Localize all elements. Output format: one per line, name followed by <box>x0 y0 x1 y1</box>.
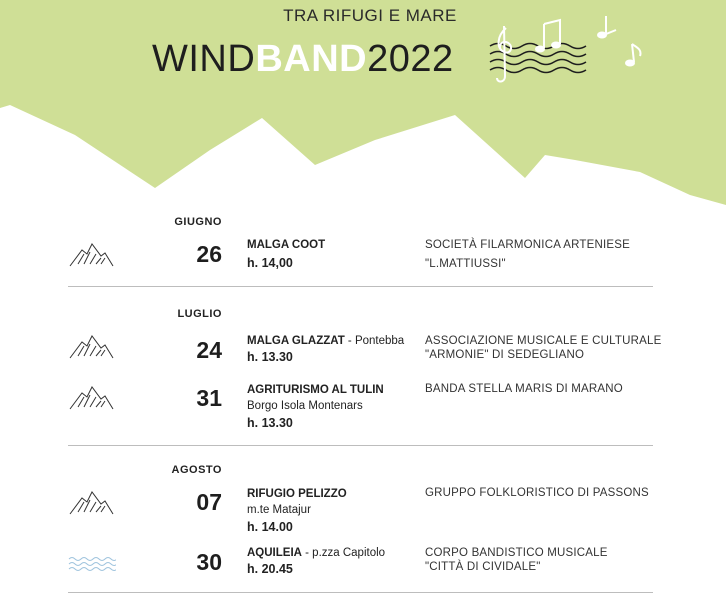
event-day: 07 <box>196 489 222 515</box>
venue-name: AGRITURISMO AL TULIN <box>247 384 384 396</box>
section-divider <box>68 286 653 287</box>
event-time: h. 20.45 <box>247 562 293 576</box>
title-band: BAND <box>255 38 368 80</box>
band-line-2: "L.MATTIUSSI" <box>425 258 506 270</box>
venue-name: MALGA GLAZZAT <box>247 335 345 347</box>
event-day: 26 <box>196 241 222 267</box>
month-label: GIUGNO <box>174 216 222 228</box>
venue-name: MALGA COOT <box>247 239 326 251</box>
event-day: 31 <box>196 385 222 411</box>
music-notes-icon <box>482 8 657 88</box>
mountain-icon <box>68 488 114 516</box>
section-divider <box>68 592 653 593</box>
month-label: LUGLIO <box>177 308 222 320</box>
venue-subtitle: Borgo Isola Montenars <box>247 400 363 412</box>
title-year: 2022 <box>367 38 454 80</box>
event-venue <box>247 333 404 365</box>
section-divider <box>68 445 653 446</box>
venue-detail: - Pontebba <box>344 335 405 347</box>
venue-name: AQUILEIA <box>247 547 302 559</box>
event-venue <box>247 382 384 431</box>
month-label: AGOSTO <box>171 464 222 476</box>
event-time: h. 13.30 <box>247 350 293 364</box>
band-line-2: "CITTÀ DI CIVIDALE" <box>425 561 541 573</box>
venue-detail: - p.zza Capitolo <box>301 547 386 559</box>
event-venue <box>247 486 347 535</box>
event-time: h. 14,00 <box>247 256 293 270</box>
band-name <box>425 238 630 271</box>
event-time: h. 13.30 <box>247 416 293 430</box>
title-wind: WIND <box>152 38 256 80</box>
mountain-icon <box>68 332 114 360</box>
band-line-1: BANDA STELLA MARIS DI MARANO <box>425 383 623 395</box>
event-title <box>152 36 454 82</box>
band-line-1: GRUPPO FOLKLORISTICO DI PASSONS <box>425 487 649 499</box>
event-subtitle: TRA RIFUGI E MARE <box>283 6 457 25</box>
band-line-1: SOCIETÀ FILARMONICA ARTENIESE <box>425 239 630 251</box>
band-name <box>425 486 649 500</box>
waves-icon <box>68 556 116 572</box>
event-venue <box>247 237 325 271</box>
venue-name: RIFUGIO PELIZZO <box>247 488 347 500</box>
band-name <box>425 334 661 362</box>
event-day: 30 <box>196 549 222 575</box>
band-name <box>425 382 623 396</box>
band-line-1: CORPO BANDISTICO MUSICALE <box>425 547 608 559</box>
event-day: 24 <box>196 337 222 363</box>
band-line-1: ASSOCIAZIONE MUSICALE E CULTURALE <box>425 335 662 347</box>
event-time: h. 14.00 <box>247 520 293 534</box>
band-line-2: "ARMONIE" DI SEDEGLIANO <box>425 349 585 361</box>
mountain-icon <box>68 240 114 268</box>
event-venue <box>247 545 385 577</box>
mountain-icon <box>68 383 114 411</box>
venue-subtitle: m.te Matajur <box>247 504 311 516</box>
band-name <box>425 546 608 574</box>
